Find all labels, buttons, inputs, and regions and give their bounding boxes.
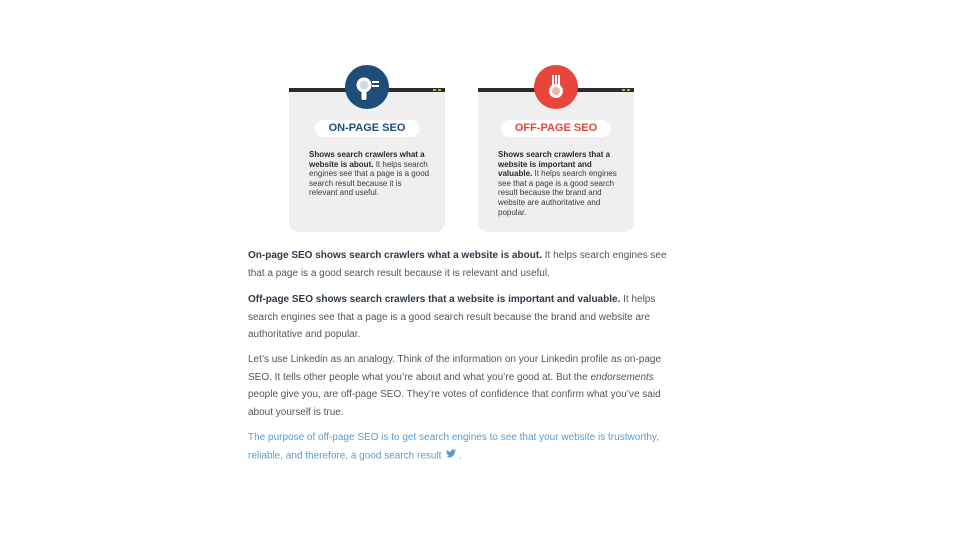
card-description — [498, 150, 620, 217]
card-description-bold: Shows search crawlers what a website is about. — [309, 150, 425, 169]
tweetable-quote[interactable] — [248, 429, 672, 464]
twitter-bird-icon[interactable] — [446, 447, 456, 465]
magnifier-icon — [345, 65, 389, 109]
off-page-seo-card — [478, 88, 634, 232]
card-label: ON-PAGE SEO — [315, 120, 420, 137]
card-description-body: It helps search engines see that a page is a good search result because it is relevant and useful. — [309, 159, 430, 198]
endorsements-emphasis: endorsements — [590, 371, 654, 383]
quote-end: . — [459, 449, 462, 461]
analogy-text-end: people give you, are off-page SEO. They’re votes of confidence that confirm what you’ve said about yourself is true. — [248, 389, 661, 418]
off-page-paragraph — [248, 291, 672, 344]
card-description-body: It helps search engines see that a page is a good search result because the brand and website are authoritative and popular. — [498, 169, 617, 217]
window-dots — [433, 89, 441, 91]
linkedin-analogy-paragraph — [248, 351, 672, 421]
on-page-paragraph-text: It helps search engines see that a page is a good search result because it is relevant and useful. — [248, 250, 667, 279]
quote-text[interactable]: The purpose of off-page SEO is to get search engines to see that your website is trustworthy, reliable, and therefore, a good search result — [248, 432, 659, 461]
off-page-paragraph-bold: Off-page SEO shows search crawlers that a website is important and valuable. — [248, 294, 621, 305]
on-page-paragraph-bold: On-page SEO shows search crawlers what a website is about. — [248, 250, 542, 261]
window-dots — [622, 89, 630, 91]
on-page-seo-card — [289, 88, 445, 232]
analogy-text-start: Let’s use Linkedin as an analogy. Think of the information on your Linkedin profile as on-page SEO. It tells other people what you’re about and what you’re good at. But the — [248, 354, 662, 383]
award-medal-icon — [534, 65, 578, 109]
card-label: OFF-PAGE SEO — [501, 120, 611, 137]
on-page-paragraph — [248, 247, 672, 282]
card-description-bold: Shows search crawlers that a website is important and valuable. — [498, 150, 611, 179]
card-description — [309, 150, 431, 198]
off-page-paragraph-text: It helps search engines see that a page is a good search result because the brand and website are authoritative and popular. — [248, 294, 656, 340]
